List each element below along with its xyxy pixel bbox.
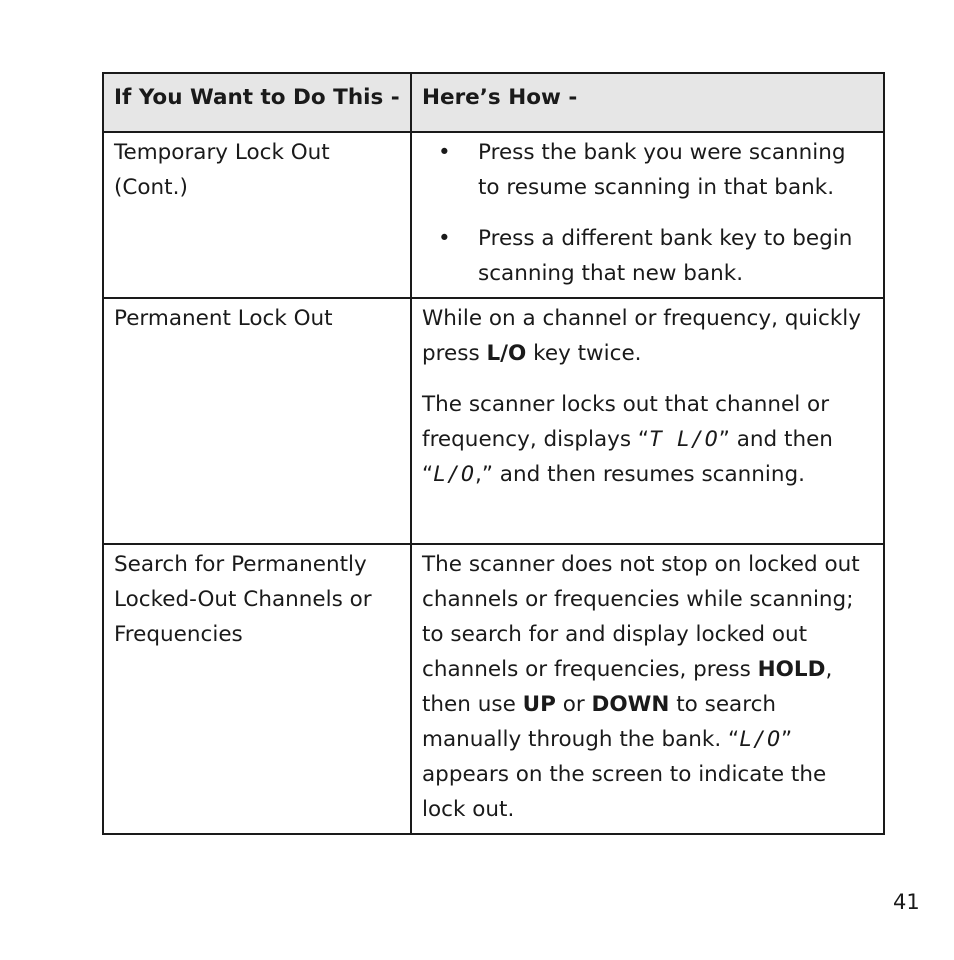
lcd-display-text: T L/O bbox=[649, 427, 719, 452]
action-cell: Temporary Lock Out (Cont.) bbox=[103, 132, 411, 298]
page-number: 41 bbox=[893, 890, 920, 914]
text-run: key twice. bbox=[526, 341, 642, 366]
text-run: The scanner does not stop on locked out channels or frequencies while scanning; to search for and display locked out channels or frequencies, press bbox=[422, 552, 860, 682]
text-run: While on a channel or frequency, quickly press bbox=[422, 306, 861, 366]
action-cell: Permanent Lock Out bbox=[103, 298, 411, 544]
instruction-paragraph bbox=[422, 301, 873, 371]
text-run: ” and then “ bbox=[422, 427, 833, 487]
text-run: ” appears on the screen to indicate the lock out. bbox=[422, 727, 827, 822]
how-cell bbox=[411, 544, 884, 834]
bullet-icon: • bbox=[438, 140, 451, 165]
action-cell: Search for Permanently Locked-Out Channels or Frequencies bbox=[103, 544, 411, 834]
lcd-display-text: L/O bbox=[739, 727, 782, 752]
table-row bbox=[103, 132, 884, 298]
key-label: HOLD bbox=[757, 657, 826, 682]
list-item bbox=[422, 135, 873, 205]
instruction-table bbox=[102, 72, 885, 835]
text-run: , then use bbox=[422, 657, 833, 717]
how-cell bbox=[411, 298, 884, 544]
list-item bbox=[422, 221, 873, 291]
table-row bbox=[103, 544, 884, 834]
bullet-text: Press the bank you were scanning to resume scanning in that bank. bbox=[478, 140, 846, 200]
how-cell bbox=[411, 132, 884, 298]
table-header-row bbox=[103, 73, 884, 132]
result-paragraph bbox=[422, 387, 873, 492]
text-run: to search manually through the bank. “ bbox=[422, 692, 777, 752]
bullet-list bbox=[422, 135, 873, 291]
key-label: UP bbox=[522, 692, 556, 717]
lcd-display-text: L/O bbox=[433, 462, 475, 487]
bullet-icon: • bbox=[438, 226, 451, 251]
bullet-text: Press a different bank key to begin scanning that new bank. bbox=[478, 226, 853, 286]
text-run: ,” and then resumes scanning. bbox=[474, 462, 805, 487]
header-how: Here’s How - bbox=[411, 73, 884, 132]
text-run: The scanner locks out that channel or frequency, displays “ bbox=[422, 392, 830, 452]
text-run: or bbox=[555, 692, 592, 717]
key-label: L/O bbox=[486, 341, 527, 366]
header-action: If You Want to Do This - bbox=[103, 73, 411, 132]
key-label: DOWN bbox=[591, 692, 670, 717]
table-row bbox=[103, 298, 884, 544]
